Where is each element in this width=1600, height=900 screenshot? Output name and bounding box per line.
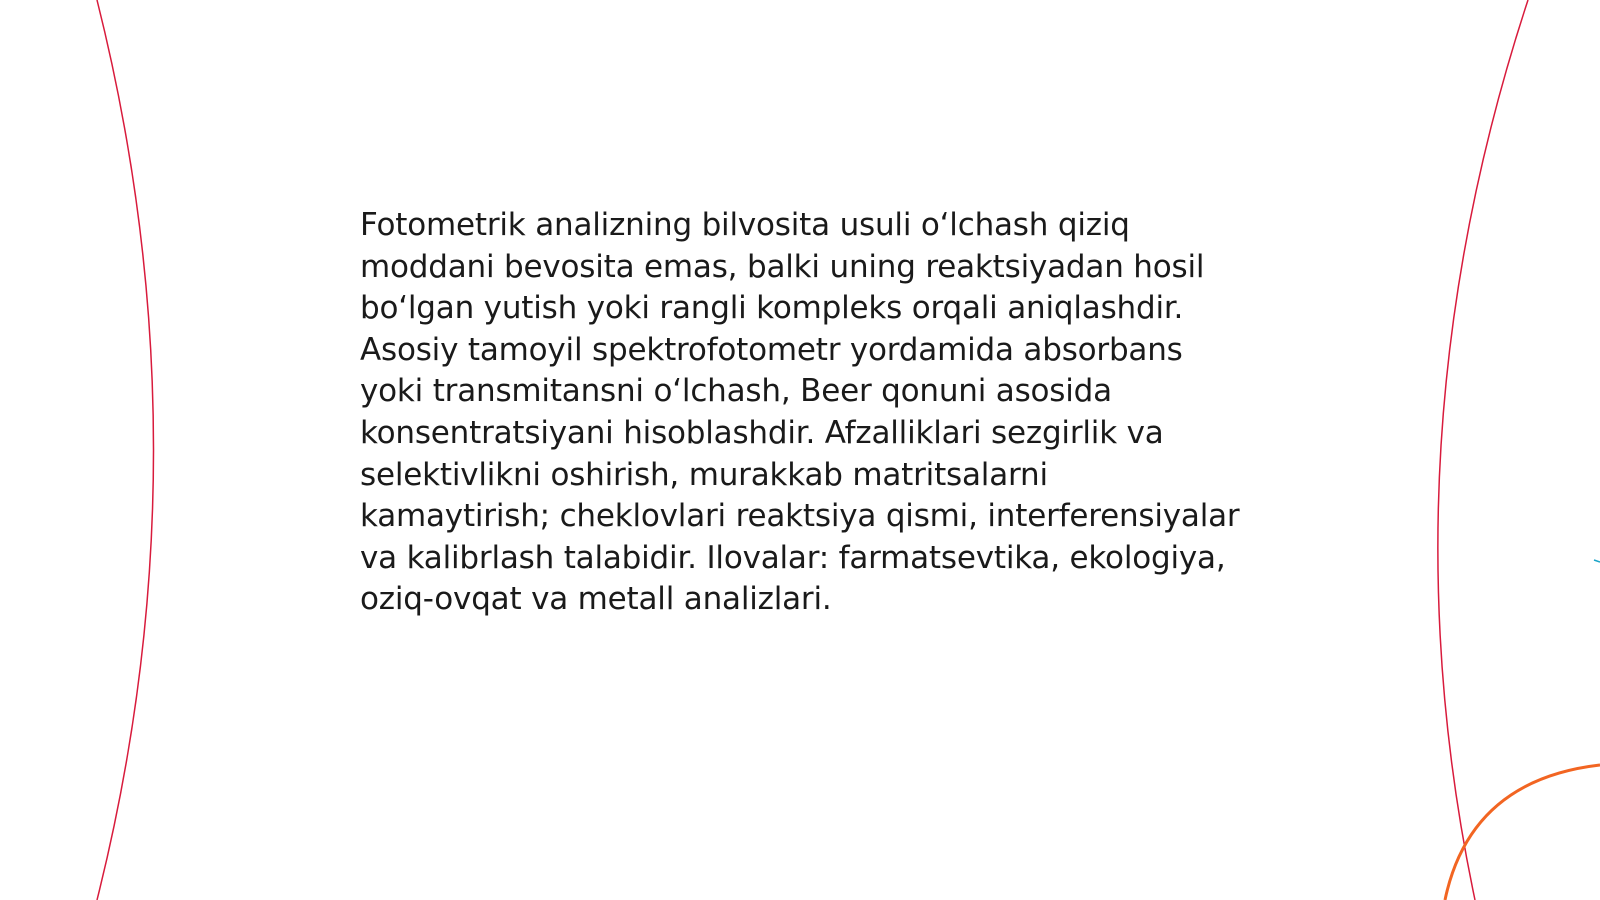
right-curve <box>1438 0 1528 900</box>
teal-mark <box>1594 560 1600 562</box>
left-curve <box>97 0 154 900</box>
slide-body-text: Fotometrik analizning bilvosita usuli oʻlchash qiziq moddani bevosita emas, balki uning reaktsiyadan hosil boʻlgan yutish yoki rangli kompleks orqali aniqlashdir. Asosiy tamoyil spektrofotometr yordamida absorbans yoki transmitansni oʻlchash, Beer qonuni asosida konsentratsiyani hisoblashdir. Afzalliklari sezgirlik va selektivlikni oshirish, murakkab matritsalarni kamaytirish; cheklovlari reaktsiya qismi, interferensiyalar va kalibrlash talabidir. Ilovalar: farmatsevtika, ekologiya, oziq-ovqat va metall analizlari. <box>360 207 1240 618</box>
orange-arc <box>1445 765 1600 900</box>
